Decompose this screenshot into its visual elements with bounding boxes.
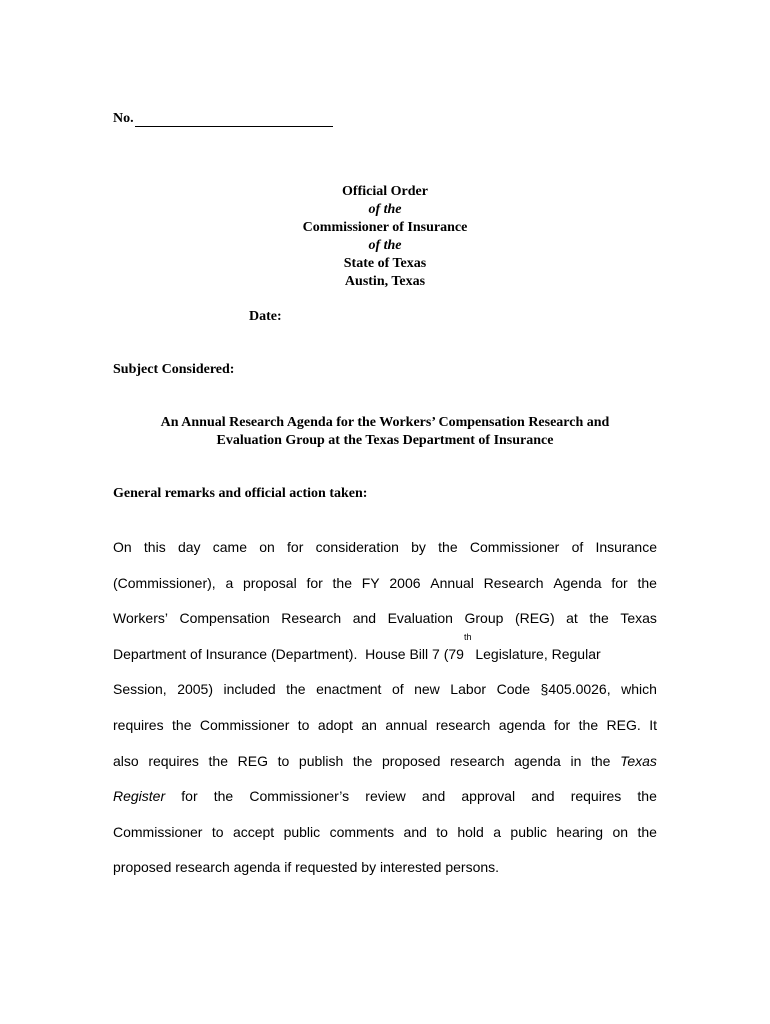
word: 2005) <box>177 681 213 698</box>
italic-word: Texas <box>620 752 657 769</box>
order-header <box>0 183 770 291</box>
word: the <box>286 681 306 698</box>
word: for <box>287 539 304 555</box>
word: for <box>181 788 198 805</box>
word: It <box>649 716 657 733</box>
word: review <box>365 788 406 805</box>
body-line-10: proposed research agenda if requested by interested persons. <box>113 859 500 876</box>
word: came <box>212 539 247 555</box>
word: REG <box>237 752 268 769</box>
word: public <box>510 823 547 840</box>
word: an <box>361 716 377 733</box>
word: hold <box>457 823 484 840</box>
word: this <box>143 539 166 555</box>
word: Code <box>496 681 531 698</box>
word: at <box>566 610 578 627</box>
word: requires <box>113 716 164 733</box>
body-line-7 <box>113 744 657 780</box>
word: of <box>571 539 584 555</box>
word: for <box>611 574 628 591</box>
word: also <box>113 752 139 769</box>
date-label: Date: <box>249 309 282 324</box>
italic-word: Register <box>113 788 166 805</box>
order-number-label: No. <box>113 111 134 126</box>
word: Labor <box>450 681 487 698</box>
word: REG. <box>606 716 641 733</box>
word: enactment <box>316 681 382 698</box>
word: Research <box>281 610 342 627</box>
word: annual <box>385 716 428 733</box>
header-city: Austin, Texas <box>344 274 426 289</box>
body-line-1 <box>113 530 657 566</box>
order-number-blank-line <box>135 111 333 127</box>
body-line-4-post: Legislature, Regular <box>471 645 601 662</box>
word: on <box>259 539 275 555</box>
word: to <box>297 716 310 733</box>
subject-title <box>0 414 770 450</box>
word: the <box>352 752 373 769</box>
word: hearing <box>556 823 604 840</box>
word: approval <box>461 788 516 805</box>
word: the <box>578 716 599 733</box>
word: the <box>637 574 657 591</box>
general-remarks-label: General remarks and official action taken: <box>113 486 368 501</box>
subject-considered-label: Subject Considered: <box>113 362 235 377</box>
word: the <box>589 610 609 627</box>
word: a <box>225 574 234 591</box>
word: the <box>213 788 234 805</box>
body-line-4-pre: Department of Insurance (Department). House Bill 7 (79 <box>113 645 464 662</box>
word: adopt <box>317 716 353 733</box>
word: public <box>283 823 321 840</box>
word: Insurance <box>595 539 657 555</box>
word: and <box>403 823 427 840</box>
word: publish <box>298 752 344 769</box>
word: Commissioner’s <box>249 788 350 805</box>
word: the <box>438 539 458 555</box>
word: a <box>493 823 502 840</box>
order-number-field <box>113 111 333 127</box>
word: requires <box>570 788 622 805</box>
word: to <box>211 823 224 840</box>
word: the <box>172 716 192 733</box>
word: research <box>450 752 505 769</box>
word: accept <box>232 823 275 840</box>
body-line-8 <box>113 779 657 815</box>
word: Commissioner <box>113 823 203 840</box>
word: agenda <box>514 752 561 769</box>
word: in <box>570 752 582 769</box>
word: Annual <box>430 574 474 591</box>
word: for <box>306 574 323 591</box>
body-paragraph <box>113 530 657 886</box>
word: FY <box>361 574 380 591</box>
word: Workers’ <box>113 610 168 627</box>
body-line-6 <box>113 708 657 744</box>
word: of <box>391 681 404 698</box>
word: Compensation <box>179 610 270 627</box>
word: the <box>208 752 228 769</box>
word: proposed <box>382 752 441 769</box>
word: Texas <box>620 610 657 627</box>
header-of-the-1: of the <box>368 202 402 217</box>
header-official-order: Official Order <box>342 184 428 199</box>
word: the <box>590 752 611 769</box>
word: the <box>637 823 657 840</box>
header-of-the-2: of the <box>368 238 402 253</box>
word: and <box>531 788 555 805</box>
word: Session, <box>113 681 167 698</box>
word: day <box>177 539 201 555</box>
word: to <box>277 752 290 769</box>
word: consideration <box>315 539 399 555</box>
word: for <box>553 716 571 733</box>
word: agenda <box>498 716 546 733</box>
word: the <box>637 788 657 805</box>
word: included <box>223 681 276 698</box>
word: (REG) <box>514 610 555 627</box>
word: research <box>435 716 491 733</box>
body-line-2 <box>113 566 657 602</box>
header-state: State of Texas <box>343 256 427 271</box>
word: Research <box>483 574 544 591</box>
word: and <box>352 610 377 627</box>
word: proposal <box>242 574 297 591</box>
word: Evaluation <box>387 610 453 627</box>
word: on <box>612 823 629 840</box>
word: comments <box>329 823 395 840</box>
body-line-3 <box>113 601 657 637</box>
word: which <box>621 681 657 698</box>
word: and <box>421 788 446 805</box>
word: (Commissioner), <box>113 574 216 591</box>
body-line-4-superscript: th <box>463 631 472 642</box>
word: 2006 <box>389 574 421 591</box>
subject-title-line-2: Evaluation Group at the Texas Department of Insurance <box>216 433 554 448</box>
word: On <box>113 539 132 555</box>
word: Agenda <box>553 574 602 591</box>
word: Commissioner <box>199 716 290 733</box>
header-commissioner: Commissioner of Insurance <box>302 220 468 235</box>
word: §405.0026, <box>540 681 611 698</box>
word: to <box>436 823 448 840</box>
word: the <box>332 574 352 591</box>
word: new <box>414 681 440 698</box>
body-line-4 <box>113 631 657 673</box>
word: Group <box>464 610 504 627</box>
word: requires <box>148 752 199 769</box>
body-line-5 <box>113 672 657 708</box>
word: Commissioner <box>469 539 560 555</box>
body-line-9 <box>113 815 657 851</box>
subject-title-line-1: An Annual Research Agenda for the Workers’ Compensation Research and <box>160 415 610 430</box>
word: by <box>411 539 426 555</box>
